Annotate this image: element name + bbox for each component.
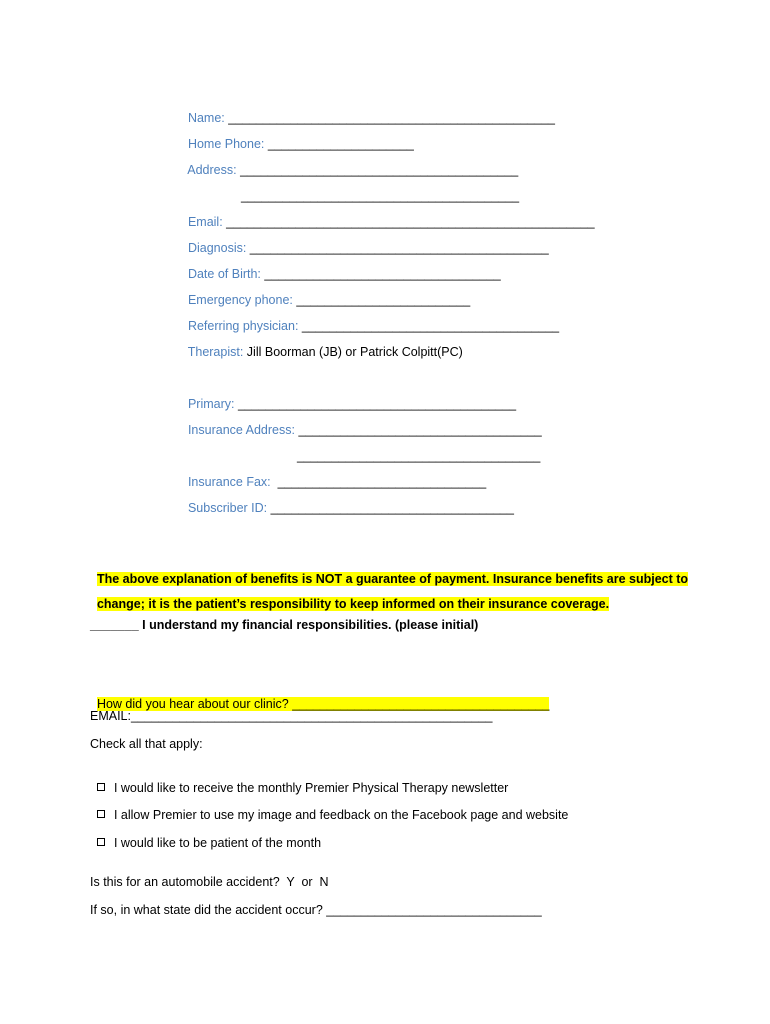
email-line[interactable]: EMAIL:____________________________________________________	[90, 709, 493, 723]
emergency-phone-blank[interactable]: _________________________	[292, 293, 471, 307]
diagnosis-blank[interactable]: ___________________________________________	[246, 241, 549, 255]
checkbox-square-icon[interactable]	[97, 810, 105, 818]
subscriber-id-field	[181, 484, 514, 516]
clinic-referral-text[interactable]: How did you hear about our clinic? _____________________________________	[96, 697, 550, 711]
referring-physician-label: Referring physician:	[187, 319, 299, 333]
subscriber-id-label: Subscriber ID:	[187, 501, 268, 515]
checkbox-square-icon[interactable]	[97, 783, 105, 791]
name-blank[interactable]: _______________________________________________	[224, 111, 555, 125]
insurance-fax-blank[interactable]: ______________________________	[270, 475, 487, 489]
dob-blank[interactable]: __________________________________	[260, 267, 501, 281]
checkbox-patient-of-month[interactable]	[90, 819, 321, 851]
therapist-label: Therapist:	[187, 345, 244, 359]
therapist-field	[181, 328, 463, 360]
check-all-header: Check all that apply:	[90, 737, 203, 751]
checkbox-image-consent-label: I allow Premier to use my image and feedback on the Facebook page and website	[113, 808, 569, 822]
primary-blank[interactable]: ________________________________________	[234, 397, 517, 411]
financial-initial-line[interactable]: _______ I understand my financial responsibilities. (please initial)	[90, 618, 479, 632]
auto-accident-question[interactable]: Is this for an automobile accident? Y or N	[90, 875, 329, 889]
dob-label: Date of Birth:	[187, 267, 261, 281]
checkbox-square-icon[interactable]	[97, 838, 105, 846]
accident-state-question[interactable]: If so, in what state did the accident occur? _______________________________	[90, 903, 542, 917]
insurance-address-label: Insurance Address:	[187, 423, 295, 437]
referring-physician-blank[interactable]: _____________________________________	[298, 319, 560, 333]
insurance-address-blank[interactable]: ___________________________________	[294, 423, 542, 437]
address-blank-2[interactable]: ________________________________________	[240, 189, 520, 203]
subscriber-id-blank[interactable]: ___________________________________	[267, 501, 514, 515]
disclaimer-line-2	[90, 580, 609, 612]
email-blank[interactable]: _____________________________________________________	[222, 215, 595, 229]
checkbox-patient-of-month-label: I would like to be patient of the month	[113, 836, 322, 850]
disclaimer-text-1: The above explanation of benefits is NOT a guarantee of payment. Insurance benefits are subject to	[96, 572, 689, 586]
emergency-phone-label: Emergency phone:	[187, 293, 293, 307]
email-label: Email:	[187, 215, 223, 229]
diagnosis-label: Diagnosis:	[187, 241, 247, 255]
insurance-address-blank-2[interactable]: ___________________________________	[296, 449, 541, 463]
home-phone-blank[interactable]: _____________________	[264, 137, 414, 151]
therapist-value: Jill Boorman (JB) or Patrick Colpitt(PC)	[243, 345, 463, 359]
address-blank[interactable]: ________________________________________	[236, 163, 519, 177]
address-label: Address:	[187, 163, 237, 177]
insurance-fax-label: Insurance Fax:	[187, 475, 271, 489]
primary-label: Primary:	[187, 397, 235, 411]
disclaimer-text-2: change; it is the patient’s responsibility to keep informed on their insurance coverage.	[96, 597, 610, 611]
home-phone-label: Home Phone:	[187, 137, 265, 151]
checkbox-newsletter-label: I would like to receive the monthly Premier Physical Therapy newsletter	[113, 781, 509, 795]
name-label: Name:	[187, 111, 225, 125]
